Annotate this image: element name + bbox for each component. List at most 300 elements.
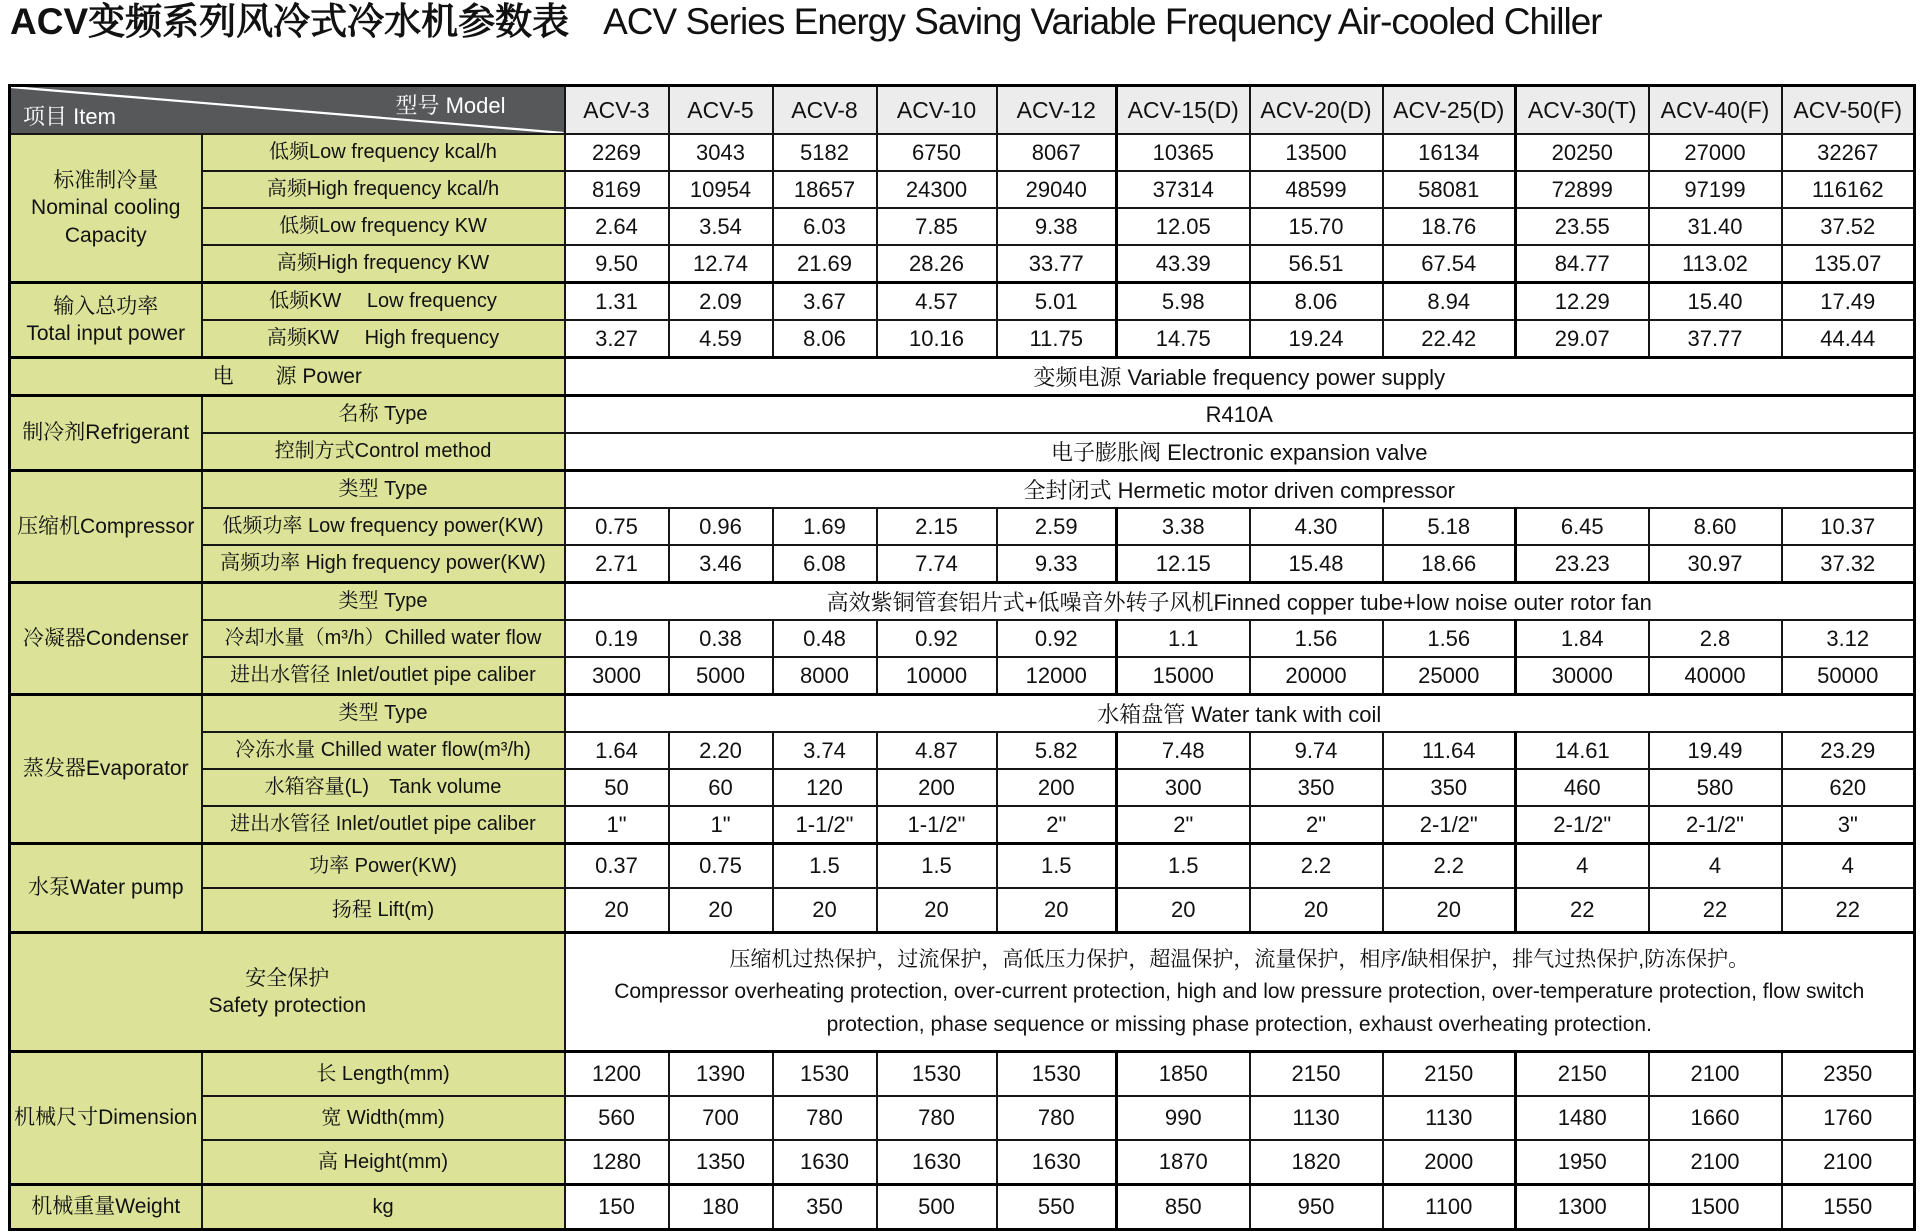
group-label-line: 电 源 Power [212, 364, 362, 388]
value-total-input-power-1-acv-30(t): 29.07 [1516, 320, 1649, 358]
value-nominal-cooling-capacity-1-acv-3: 8169 [565, 171, 669, 208]
page-title [0, 0, 1920, 58]
value-total-input-power-0-acv-3: 1.31 [565, 283, 669, 321]
value-evaporator-3-acv-50(f): 3" [1782, 806, 1915, 844]
value-dimension-0-acv-3: 1200 [565, 1052, 669, 1097]
value-weight-0-acv-5: 180 [669, 1185, 773, 1230]
value-evaporator-2-acv-12: 200 [997, 769, 1117, 806]
value-total-input-power-1-acv-15(d): 14.75 [1117, 320, 1250, 358]
value-total-input-power-1-acv-20(d): 19.24 [1250, 320, 1383, 358]
value-water-pump-0-acv-40(f): 4 [1649, 844, 1782, 889]
value-condenser-2-acv-5: 5000 [669, 657, 773, 695]
row-label-nominal-cooling-capacity-0: 低频Low frequency kcal/h [202, 134, 565, 171]
value-water-pump-0-acv-3: 0.37 [565, 844, 669, 889]
value-condenser-2-acv-40(f): 40000 [1649, 657, 1782, 695]
value-evaporator-2-acv-20(d): 350 [1250, 769, 1383, 806]
row-label-compressor-1: 低频功率 Low frequency power(KW) [202, 508, 565, 545]
value-dimension-1-acv-15(d): 990 [1117, 1096, 1250, 1140]
value-nominal-cooling-capacity-1-acv-10: 24300 [877, 171, 997, 208]
value-condenser-1-acv-40(f): 2.8 [1649, 620, 1782, 657]
value-nominal-cooling-capacity-3-acv-5: 12.74 [669, 245, 773, 283]
model-header-acv-30(t): ACV-30(T) [1516, 86, 1649, 135]
value-dimension-2-acv-5: 1350 [669, 1140, 773, 1185]
value-nominal-cooling-capacity-2-acv-12: 9.38 [997, 208, 1117, 245]
value-total-input-power-1-acv-5: 4.59 [669, 320, 773, 358]
value-dimension-0-acv-10: 1530 [877, 1052, 997, 1097]
value-total-input-power-0-acv-40(f): 15.40 [1649, 283, 1782, 321]
value-dimension-1-acv-40(f): 1660 [1649, 1096, 1782, 1140]
row-label-condenser-0: 类型 Type [202, 583, 565, 621]
value-water-pump-1-acv-30(t): 22 [1516, 888, 1649, 933]
value-water-pump-0-acv-12: 1.5 [997, 844, 1117, 889]
value-nominal-cooling-capacity-1-acv-15(d): 37314 [1117, 171, 1250, 208]
value-evaporator-3-acv-3: 1" [565, 806, 669, 844]
group-cell-compressor [10, 471, 202, 583]
model-header-acv-12: ACV-12 [997, 86, 1117, 135]
row-label-evaporator-2: 水箱容量(L) Tank volume [202, 769, 565, 806]
group-cell-power-supply [10, 358, 565, 396]
value-condenser-1-acv-3: 0.19 [565, 620, 669, 657]
value-water-pump-0-acv-50(f): 4 [1782, 844, 1915, 889]
value-dimension-2-acv-20(d): 1820 [1250, 1140, 1383, 1185]
value-water-pump-0-acv-25(d): 2.2 [1383, 844, 1516, 889]
group-label-line: 水泵Water pump [27, 876, 184, 900]
model-header-acv-40(f): ACV-40(F) [1649, 86, 1782, 135]
span-value-power-supply-0: 变频电源 Variable frequency power supply [565, 358, 1915, 396]
value-nominal-cooling-capacity-2-acv-3: 2.64 [565, 208, 669, 245]
corner-cell [10, 86, 565, 135]
value-nominal-cooling-capacity-0-acv-30(t): 20250 [1516, 134, 1649, 171]
row-label-total-input-power-1: 高频KW High frequency [202, 320, 565, 358]
value-evaporator-3-acv-12: 2" [997, 806, 1117, 844]
value-evaporator-2-acv-5: 60 [669, 769, 773, 806]
value-dimension-0-acv-20(d): 2150 [1250, 1052, 1383, 1097]
value-nominal-cooling-capacity-1-acv-30(t): 72899 [1516, 171, 1649, 208]
row-label-nominal-cooling-capacity-2: 低频Low frequency KW [202, 208, 565, 245]
value-nominal-cooling-capacity-3-acv-12: 33.77 [997, 245, 1117, 283]
value-evaporator-3-acv-15(d): 2" [1117, 806, 1250, 844]
value-compressor-1-acv-30(t): 6.45 [1516, 508, 1649, 545]
value-compressor-1-acv-50(f): 10.37 [1782, 508, 1915, 545]
table-row-nominal-cooling-capacity-0 [10, 134, 1915, 171]
value-compressor-2-acv-5: 3.46 [669, 545, 773, 583]
value-dimension-1-acv-50(f): 1760 [1782, 1096, 1915, 1140]
value-evaporator-1-acv-40(f): 19.49 [1649, 732, 1782, 769]
table-row-dimension-2 [10, 1140, 1915, 1185]
row-label-water-pump-0: 功率 Power(KW) [202, 844, 565, 889]
value-condenser-1-acv-15(d): 1.1 [1117, 620, 1250, 657]
value-dimension-0-acv-50(f): 2350 [1782, 1052, 1915, 1097]
row-label-refrigerant-0: 名称 Type [202, 396, 565, 434]
row-label-dimension-1: 宽 Width(mm) [202, 1096, 565, 1140]
value-compressor-2-acv-12: 9.33 [997, 545, 1117, 583]
value-total-input-power-1-acv-40(f): 37.77 [1649, 320, 1782, 358]
value-condenser-2-acv-20(d): 20000 [1250, 657, 1383, 695]
value-evaporator-1-acv-30(t): 14.61 [1516, 732, 1649, 769]
value-dimension-0-acv-40(f): 2100 [1649, 1052, 1782, 1097]
row-label-nominal-cooling-capacity-3: 高频High frequency KW [202, 245, 565, 283]
value-water-pump-1-acv-50(f): 22 [1782, 888, 1915, 933]
row-label-condenser-2: 进出水管径 Inlet/outlet pipe caliber [202, 657, 565, 695]
row-label-compressor-0: 类型 Type [202, 471, 565, 509]
table-row-refrigerant-1 [10, 433, 1915, 471]
value-evaporator-2-acv-3: 50 [565, 769, 669, 806]
value-nominal-cooling-capacity-2-acv-8: 6.03 [773, 208, 877, 245]
row-label-evaporator-0: 类型 Type [202, 695, 565, 733]
row-label-condenser-1: 冷却水量（m³/h）Chilled water flow [202, 620, 565, 657]
value-weight-0-acv-20(d): 950 [1250, 1185, 1383, 1230]
value-evaporator-1-acv-3: 1.64 [565, 732, 669, 769]
value-condenser-1-acv-8: 0.48 [773, 620, 877, 657]
value-compressor-1-acv-25(d): 5.18 [1383, 508, 1516, 545]
group-cell-weight [10, 1185, 202, 1230]
table-row-dimension-1 [10, 1096, 1915, 1140]
value-total-input-power-0-acv-20(d): 8.06 [1250, 283, 1383, 321]
value-nominal-cooling-capacity-0-acv-12: 8067 [997, 134, 1117, 171]
value-nominal-cooling-capacity-3-acv-10: 28.26 [877, 245, 997, 283]
value-condenser-1-acv-10: 0.92 [877, 620, 997, 657]
group-cell-evaporator [10, 695, 202, 844]
group-label-line: Capacity [64, 223, 147, 247]
table-row-water-pump-1 [10, 888, 1915, 933]
value-evaporator-2-acv-25(d): 350 [1383, 769, 1516, 806]
row-label-dimension-0: 长 Length(mm) [202, 1052, 565, 1097]
table-row-refrigerant-0 [10, 396, 1915, 434]
value-condenser-2-acv-50(f): 50000 [1782, 657, 1915, 695]
value-nominal-cooling-capacity-0-acv-8: 5182 [773, 134, 877, 171]
value-nominal-cooling-capacity-2-acv-10: 7.85 [877, 208, 997, 245]
group-cell-total-input-power [10, 283, 202, 358]
row-label-dimension-2: 高 Height(mm) [202, 1140, 565, 1185]
group-label-line: 安全保护 [245, 966, 330, 990]
value-weight-0-acv-12: 550 [997, 1185, 1117, 1230]
value-total-input-power-0-acv-12: 5.01 [997, 283, 1117, 321]
page-title-en: ACV Series Energy Saving Variable Frequency Air-cooled Chiller [603, 1, 1602, 42]
value-condenser-2-acv-15(d): 15000 [1117, 657, 1250, 695]
value-water-pump-0-acv-15(d): 1.5 [1117, 844, 1250, 889]
value-nominal-cooling-capacity-0-acv-40(f): 27000 [1649, 134, 1782, 171]
model-header-acv-8: ACV-8 [773, 86, 877, 135]
safety-text-en: Compressor overheating protection, over-current protection, high and low pressure protection, over-temperature protection, flow switch protection, phase sequence or missing phase protection, exhaust overheating protection. [614, 980, 1865, 1036]
group-label-line: 标准制冷量 [53, 169, 159, 193]
table-row-evaporator-2 [10, 769, 1915, 806]
value-dimension-1-acv-5: 700 [669, 1096, 773, 1140]
row-label-weight-0: kg [202, 1185, 565, 1230]
model-header-acv-10: ACV-10 [877, 86, 997, 135]
span-value-refrigerant-0: R410A [565, 396, 1915, 434]
value-compressor-2-acv-25(d): 18.66 [1383, 545, 1516, 583]
value-total-input-power-0-acv-15(d): 5.98 [1117, 283, 1250, 321]
value-water-pump-0-acv-5: 0.75 [669, 844, 773, 889]
value-condenser-1-acv-50(f): 3.12 [1782, 620, 1915, 657]
value-weight-0-acv-25(d): 1100 [1383, 1185, 1516, 1230]
table-row-condenser-2 [10, 657, 1915, 695]
value-evaporator-1-acv-25(d): 11.64 [1383, 732, 1516, 769]
value-dimension-1-acv-20(d): 1130 [1250, 1096, 1383, 1140]
value-nominal-cooling-capacity-0-acv-10: 6750 [877, 134, 997, 171]
value-dimension-0-acv-8: 1530 [773, 1052, 877, 1097]
value-evaporator-3-acv-10: 1-1/2" [877, 806, 997, 844]
group-label-line: 蒸发器Evaporator [22, 757, 189, 781]
value-evaporator-2-acv-50(f): 620 [1782, 769, 1915, 806]
group-label-line: Safety protection [208, 994, 367, 1017]
value-evaporator-3-acv-20(d): 2" [1250, 806, 1383, 844]
page-title-zh: ACV变频系列风冷式冷水机参数表 [10, 1, 570, 42]
value-dimension-2-acv-10: 1630 [877, 1140, 997, 1185]
group-cell-condenser [10, 583, 202, 695]
value-condenser-2-acv-10: 10000 [877, 657, 997, 695]
value-dimension-1-acv-25(d): 1130 [1383, 1096, 1516, 1140]
value-evaporator-1-acv-8: 3.74 [773, 732, 877, 769]
row-label-compressor-2: 高频功率 High frequency power(KW) [202, 545, 565, 583]
value-weight-0-acv-8: 350 [773, 1185, 877, 1230]
table-row-total-input-power-0 [10, 283, 1915, 321]
group-label-line: 冷凝器Condenser [22, 626, 189, 650]
value-nominal-cooling-capacity-2-acv-15(d): 12.05 [1117, 208, 1250, 245]
value-evaporator-3-acv-8: 1-1/2" [773, 806, 877, 844]
value-compressor-1-acv-8: 1.69 [773, 508, 877, 545]
value-compressor-2-acv-50(f): 37.32 [1782, 545, 1915, 583]
value-compressor-2-acv-40(f): 30.97 [1649, 545, 1782, 583]
model-header-acv-5: ACV-5 [669, 86, 773, 135]
value-condenser-2-acv-30(t): 30000 [1516, 657, 1649, 695]
group-cell-safety-protection [10, 933, 565, 1052]
table-row-condenser-1 [10, 620, 1915, 657]
model-header-acv-25(d): ACV-25(D) [1383, 86, 1516, 135]
value-evaporator-1-acv-5: 2.20 [669, 732, 773, 769]
value-condenser-2-acv-12: 12000 [997, 657, 1117, 695]
corner-model-label: 型号 Model [395, 93, 506, 118]
value-nominal-cooling-capacity-3-acv-40(f): 113.02 [1649, 245, 1782, 283]
value-condenser-2-acv-25(d): 25000 [1383, 657, 1516, 695]
table-row-nominal-cooling-capacity-2 [10, 208, 1915, 245]
value-condenser-1-acv-20(d): 1.56 [1250, 620, 1383, 657]
value-dimension-0-acv-25(d): 2150 [1383, 1052, 1516, 1097]
table-row-power-supply-0 [10, 358, 1915, 396]
value-nominal-cooling-capacity-3-acv-25(d): 67.54 [1383, 245, 1516, 283]
value-dimension-2-acv-25(d): 2000 [1383, 1140, 1516, 1185]
table-row-compressor-2 [10, 545, 1915, 583]
table-row-compressor-0 [10, 471, 1915, 509]
value-water-pump-0-acv-10: 1.5 [877, 844, 997, 889]
group-cell-water-pump [10, 844, 202, 933]
corner-item-label: 项目 Item [23, 104, 116, 129]
value-nominal-cooling-capacity-1-acv-50(f): 116162 [1782, 171, 1915, 208]
value-water-pump-1-acv-40(f): 22 [1649, 888, 1782, 933]
value-condenser-1-acv-5: 0.38 [669, 620, 773, 657]
span-value-compressor-0: 全封闭式 Hermetic motor driven compressor [565, 471, 1915, 509]
value-nominal-cooling-capacity-0-acv-50(f): 32267 [1782, 134, 1915, 171]
group-label-line: 机械尺寸Dimension [14, 1106, 198, 1130]
value-compressor-2-acv-10: 7.74 [877, 545, 997, 583]
value-compressor-1-acv-40(f): 8.60 [1649, 508, 1782, 545]
group-label-line: 压缩机Compressor [17, 514, 195, 538]
value-dimension-1-acv-12: 780 [997, 1096, 1117, 1140]
value-evaporator-3-acv-30(t): 2-1/2" [1516, 806, 1649, 844]
value-weight-0-acv-30(t): 1300 [1516, 1185, 1649, 1230]
value-total-input-power-0-acv-5: 2.09 [669, 283, 773, 321]
model-header-acv-20(d): ACV-20(D) [1250, 86, 1383, 135]
value-weight-0-acv-50(f): 1550 [1782, 1185, 1915, 1230]
value-compressor-1-acv-12: 2.59 [997, 508, 1117, 545]
group-label-line: 制冷剂Refrigerant [22, 421, 190, 445]
value-dimension-2-acv-30(t): 1950 [1516, 1140, 1649, 1185]
table-row-evaporator-3 [10, 806, 1915, 844]
spec-table [8, 84, 1916, 1231]
value-evaporator-2-acv-8: 120 [773, 769, 877, 806]
value-nominal-cooling-capacity-3-acv-8: 21.69 [773, 245, 877, 283]
value-nominal-cooling-capacity-1-acv-8: 18657 [773, 171, 877, 208]
span-value-safety-protection [565, 933, 1915, 1052]
value-compressor-1-acv-15(d): 3.38 [1117, 508, 1250, 545]
value-evaporator-2-acv-40(f): 580 [1649, 769, 1782, 806]
row-label-refrigerant-1: 控制方式Control method [202, 433, 565, 471]
value-weight-0-acv-15(d): 850 [1117, 1185, 1250, 1230]
value-evaporator-1-acv-10: 4.87 [877, 732, 997, 769]
value-total-input-power-1-acv-12: 11.75 [997, 320, 1117, 358]
value-total-input-power-1-acv-8: 8.06 [773, 320, 877, 358]
row-label-nominal-cooling-capacity-1: 高频High frequency kcal/h [202, 171, 565, 208]
value-dimension-0-acv-15(d): 1850 [1117, 1052, 1250, 1097]
value-evaporator-1-acv-20(d): 9.74 [1250, 732, 1383, 769]
value-compressor-2-acv-30(t): 23.23 [1516, 545, 1649, 583]
span-value-evaporator-0: 水箱盘管 Water tank with coil [565, 695, 1915, 733]
value-compressor-2-acv-15(d): 12.15 [1117, 545, 1250, 583]
row-label-total-input-power-0: 低频KW Low frequency [202, 283, 565, 321]
table-row-nominal-cooling-capacity-3 [10, 245, 1915, 283]
value-nominal-cooling-capacity-3-acv-3: 9.50 [565, 245, 669, 283]
value-water-pump-1-acv-10: 20 [877, 888, 997, 933]
value-total-input-power-1-acv-50(f): 44.44 [1782, 320, 1915, 358]
table-row-compressor-1 [10, 508, 1915, 545]
value-water-pump-1-acv-3: 20 [565, 888, 669, 933]
value-water-pump-1-acv-20(d): 20 [1250, 888, 1383, 933]
value-compressor-1-acv-10: 2.15 [877, 508, 997, 545]
group-label-line: 机械重量Weight [31, 1195, 181, 1219]
value-dimension-0-acv-30(t): 2150 [1516, 1052, 1649, 1097]
value-compressor-2-acv-20(d): 15.48 [1250, 545, 1383, 583]
value-compressor-2-acv-3: 2.71 [565, 545, 669, 583]
value-nominal-cooling-capacity-3-acv-50(f): 135.07 [1782, 245, 1915, 283]
value-nominal-cooling-capacity-2-acv-50(f): 37.52 [1782, 208, 1915, 245]
span-value-condenser-0: 高效紫铜管套铝片式+低噪音外转子风机Finned copper tube+low noise outer rotor fan [565, 583, 1915, 621]
value-condenser-2-acv-3: 3000 [565, 657, 669, 695]
value-nominal-cooling-capacity-2-acv-30(t): 23.55 [1516, 208, 1649, 245]
value-nominal-cooling-capacity-0-acv-25(d): 16134 [1383, 134, 1516, 171]
value-dimension-2-acv-12: 1630 [997, 1140, 1117, 1185]
value-nominal-cooling-capacity-0-acv-3: 2269 [565, 134, 669, 171]
table-row-total-input-power-1 [10, 320, 1915, 358]
group-cell-nominal-cooling-capacity [10, 134, 202, 283]
value-condenser-2-acv-8: 8000 [773, 657, 877, 695]
value-nominal-cooling-capacity-1-acv-20(d): 48599 [1250, 171, 1383, 208]
value-total-input-power-0-acv-30(t): 12.29 [1516, 283, 1649, 321]
value-evaporator-2-acv-10: 200 [877, 769, 997, 806]
value-water-pump-0-acv-20(d): 2.2 [1250, 844, 1383, 889]
value-nominal-cooling-capacity-2-acv-5: 3.54 [669, 208, 773, 245]
value-dimension-1-acv-10: 780 [877, 1096, 997, 1140]
model-header-acv-3: ACV-3 [565, 86, 669, 135]
row-label-evaporator-3: 进出水管径 Inlet/outlet pipe caliber [202, 806, 565, 844]
value-condenser-1-acv-25(d): 1.56 [1383, 620, 1516, 657]
row-label-evaporator-1: 冷冻水量 Chilled water flow(m³/h) [202, 732, 565, 769]
table-row-weight-0 [10, 1185, 1915, 1230]
value-total-input-power-0-acv-50(f): 17.49 [1782, 283, 1915, 321]
value-evaporator-3-acv-25(d): 2-1/2" [1383, 806, 1516, 844]
value-total-input-power-0-acv-25(d): 8.94 [1383, 283, 1516, 321]
value-compressor-2-acv-8: 6.08 [773, 545, 877, 583]
value-condenser-1-acv-30(t): 1.84 [1516, 620, 1649, 657]
group-label-line: Nominal cooling [31, 196, 181, 220]
value-compressor-1-acv-20(d): 4.30 [1250, 508, 1383, 545]
value-water-pump-1-acv-5: 20 [669, 888, 773, 933]
value-nominal-cooling-capacity-0-acv-15(d): 10365 [1117, 134, 1250, 171]
group-label-line: 输入总功率 [53, 294, 159, 318]
value-evaporator-3-acv-5: 1" [669, 806, 773, 844]
table-row-condenser-0 [10, 583, 1915, 621]
value-total-input-power-1-acv-25(d): 22.42 [1383, 320, 1516, 358]
value-nominal-cooling-capacity-1-acv-5: 10954 [669, 171, 773, 208]
value-condenser-1-acv-12: 0.92 [997, 620, 1117, 657]
value-nominal-cooling-capacity-3-acv-15(d): 43.39 [1117, 245, 1250, 283]
model-header-row [10, 86, 1915, 135]
value-water-pump-1-acv-15(d): 20 [1117, 888, 1250, 933]
value-water-pump-0-acv-30(t): 4 [1516, 844, 1649, 889]
group-cell-refrigerant [10, 396, 202, 471]
value-nominal-cooling-capacity-0-acv-20(d): 13500 [1250, 134, 1383, 171]
value-water-pump-1-acv-12: 20 [997, 888, 1117, 933]
value-nominal-cooling-capacity-0-acv-5: 3043 [669, 134, 773, 171]
value-weight-0-acv-10: 500 [877, 1185, 997, 1230]
value-weight-0-acv-40(f): 1500 [1649, 1185, 1782, 1230]
value-total-input-power-1-acv-10: 10.16 [877, 320, 997, 358]
group-label-line: Total input power [26, 322, 186, 345]
table-row-dimension-0 [10, 1052, 1915, 1097]
table-row-nominal-cooling-capacity-1 [10, 171, 1915, 208]
value-dimension-1-acv-30(t): 1480 [1516, 1096, 1649, 1140]
safety-text-zh: 压缩机过热保护，过流保护，高低压力保护，超温保护，流量保护，相序/缺相保护，排气过热保护,防冻保护。 [729, 947, 1750, 971]
value-evaporator-3-acv-40(f): 2-1/2" [1649, 806, 1782, 844]
value-nominal-cooling-capacity-2-acv-25(d): 18.76 [1383, 208, 1516, 245]
value-total-input-power-0-acv-10: 4.57 [877, 283, 997, 321]
value-total-input-power-0-acv-8: 3.67 [773, 283, 877, 321]
table-row-water-pump-0 [10, 844, 1915, 889]
value-dimension-2-acv-8: 1630 [773, 1140, 877, 1185]
value-dimension-0-acv-12: 1530 [997, 1052, 1117, 1097]
value-total-input-power-1-acv-3: 3.27 [565, 320, 669, 358]
value-nominal-cooling-capacity-2-acv-40(f): 31.40 [1649, 208, 1782, 245]
table-row-safety-protection-0 [10, 933, 1915, 1052]
value-dimension-2-acv-15(d): 1870 [1117, 1140, 1250, 1185]
value-evaporator-2-acv-15(d): 300 [1117, 769, 1250, 806]
value-evaporator-1-acv-15(d): 7.48 [1117, 732, 1250, 769]
model-header-acv-50(f): ACV-50(F) [1782, 86, 1915, 135]
value-nominal-cooling-capacity-3-acv-20(d): 56.51 [1250, 245, 1383, 283]
value-compressor-1-acv-5: 0.96 [669, 508, 773, 545]
value-dimension-1-acv-3: 560 [565, 1096, 669, 1140]
value-evaporator-1-acv-12: 5.82 [997, 732, 1117, 769]
table-row-evaporator-0 [10, 695, 1915, 733]
value-dimension-2-acv-50(f): 2100 [1782, 1140, 1915, 1185]
value-water-pump-1-acv-25(d): 20 [1383, 888, 1516, 933]
value-nominal-cooling-capacity-3-acv-30(t): 84.77 [1516, 245, 1649, 283]
value-evaporator-2-acv-30(t): 460 [1516, 769, 1649, 806]
span-value-refrigerant-1: 电子膨胀阀 Electronic expansion valve [565, 433, 1915, 471]
value-compressor-1-acv-3: 0.75 [565, 508, 669, 545]
value-water-pump-1-acv-8: 20 [773, 888, 877, 933]
value-evaporator-1-acv-50(f): 23.29 [1782, 732, 1915, 769]
value-nominal-cooling-capacity-1-acv-25(d): 58081 [1383, 171, 1516, 208]
